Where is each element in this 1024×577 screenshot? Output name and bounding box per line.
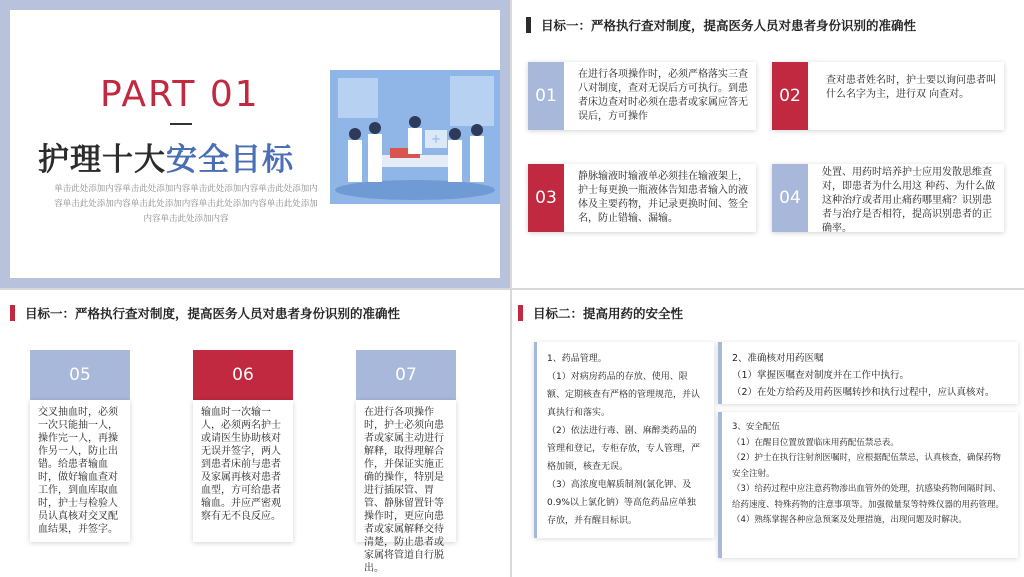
goal-number-06: 06 xyxy=(193,350,293,400)
slide-goal-one-b[interactable] xyxy=(0,290,510,577)
slide-header xyxy=(518,304,683,322)
drug-management-line: （2）依法进行毒、剧、麻醉类药品的管理和登记，专柜存放，专人管理，严格加锁，核查无误。 xyxy=(547,426,701,472)
title-card xyxy=(10,10,500,278)
goal-text-07: 在进行各项操作时，护士必须向患者或家属主动进行解释，取得理解合作，并保证实施正确的操作，特别是进行插尿管、胃管、静脉留置针等操作时，更应向患者或家属解释交待清楚，防止患者或家属将管道自行脱出。 xyxy=(356,400,456,542)
order-check-line: （2）在处方给药及用药医嘱转抄和执行过程中，应认真核对。 xyxy=(732,387,995,398)
header-bar xyxy=(10,305,15,321)
goal-number-02: 02 xyxy=(772,62,808,130)
order-check-line: 2、准确核对用药医嘱 xyxy=(732,353,824,364)
goal-text-06: 输血时一次输一人，必须两名护士或请医生协助核对无误并签字，两人到患者床前与患者及家属再核对患者血型，方可给患者输血。并应严密观察有无不良反应。 xyxy=(193,400,293,542)
goal-text-05: 交叉抽血时，必须一次只能抽一人，操作完一人，再操作另一人，防止出错。给患者输血时，做好输血查对工作，到血库取血时，护士与检验人员认真核对交叉配血结果，并签字。 xyxy=(30,400,130,542)
slide-goal-two[interactable] xyxy=(512,290,1024,577)
goal-text-03: 静脉输液时输液单必须挂在输液架上，护士每更换一瓶液体告知患者输入的液体及主要药物，并记录更换时间、签全名，防止错输、漏输。 xyxy=(578,171,748,224)
compatibility-line: （4）熟练掌握各种应急预案及处理措施，出现问题及时解决。 xyxy=(732,515,967,525)
main-title xyxy=(38,134,294,179)
main-title-dark: 护理十大 xyxy=(38,142,166,178)
header-text: 目标二：提高用药的安全性 xyxy=(533,306,684,321)
drug-management-line: （3）高浓度电解质制剂(氯化钾、及0.9%以上氯化钠）等高危药品应单独存放，并有醒目标识。 xyxy=(547,480,696,526)
header-text: 目标一：严格执行查对制度，提高医务人员对患者身份识别的准确性 xyxy=(25,306,401,321)
goal-box-01 xyxy=(528,62,756,130)
header-text: 目标一：严格执行查对制度，提高医务人员对患者身份识别的准确性 xyxy=(541,18,917,33)
title-dash xyxy=(170,123,192,125)
slide-header xyxy=(526,16,916,34)
slide-title[interactable] xyxy=(0,0,510,288)
compatibility-line: 3、安全配伍 xyxy=(732,422,780,432)
goal-column-05 xyxy=(30,350,130,542)
goal-box-02 xyxy=(772,62,1004,130)
header-bar xyxy=(518,305,523,321)
goal-number-03: 03 xyxy=(528,164,564,232)
compatibility-line: （1）在醒目位置放置临床用药配伍禁忌表。 xyxy=(732,437,899,448)
goal-number-07: 07 xyxy=(356,350,456,400)
placeholder-text: 单击此处添加内容单击此处添加内容单击此处添加内容单击此处添加内容单击此处添加内容单击此处添加内容单击此处添加内容单击此处添加内容单击此处添加内容 xyxy=(54,184,318,224)
drug-management-line: 1、药品管理。 xyxy=(547,354,607,364)
medical-team-illustration xyxy=(330,70,500,204)
goal-box-04 xyxy=(772,164,1004,232)
goal-number-05: 05 xyxy=(30,350,130,400)
goal-text-04: 处置、用药时培养护士应用发散思维查对，即患者为什么用这 种药、为什么做这种治疗或者用止痛药哪里痛？识别患者与治疗是否相符，提高识别患者的正确率。 xyxy=(822,167,996,234)
goal-box-03 xyxy=(528,164,756,232)
goal-text-01: 在进行各项操作时，必须严格落实三查八对制度，查对无误后方可执行。到患者床边查对时必须在患者或家属应答无误后，方可操作 xyxy=(578,69,748,122)
goal-column-07 xyxy=(356,350,456,574)
drug-management-line: （1）对病房药品的存放、使用、限额、定期核查有严格的管理规范，并认真执行和落实。 xyxy=(547,372,701,418)
order-check-box xyxy=(718,342,1018,404)
compatibility-line: （2）护士在执行注射剂医嘱时，应根据配伍禁忌，认真核查，确保药物安全注射。 xyxy=(732,453,1001,479)
slide-header xyxy=(10,304,400,322)
goal-text-02: 查对患者姓名时，护士要以询问患者叫什么名字为主，进行双 向查对。 xyxy=(826,75,996,100)
slide-goal-one-a[interactable] xyxy=(512,0,1024,288)
compatibility-line: （3）给药过程中应注意药物渗出血管外的处理，抗感染药物间隔时间、给药速度、特殊药物的注意事项等。加强微量泵等特殊仪器的用药管理。 xyxy=(732,484,1005,510)
goal-column-06 xyxy=(193,350,293,542)
order-check-line: （1）掌握医嘱查对制度并在工作中执行。 xyxy=(732,370,910,381)
svg-text:+: + xyxy=(430,132,442,146)
compatibility-box xyxy=(718,412,1018,558)
goal-number-01: 01 xyxy=(528,62,564,130)
part-label: PART 01 xyxy=(100,74,260,115)
drug-management-box xyxy=(534,342,714,538)
header-bar xyxy=(526,17,531,33)
goal-number-04: 04 xyxy=(772,164,808,232)
main-title-blue: 安全目标 xyxy=(166,142,294,178)
